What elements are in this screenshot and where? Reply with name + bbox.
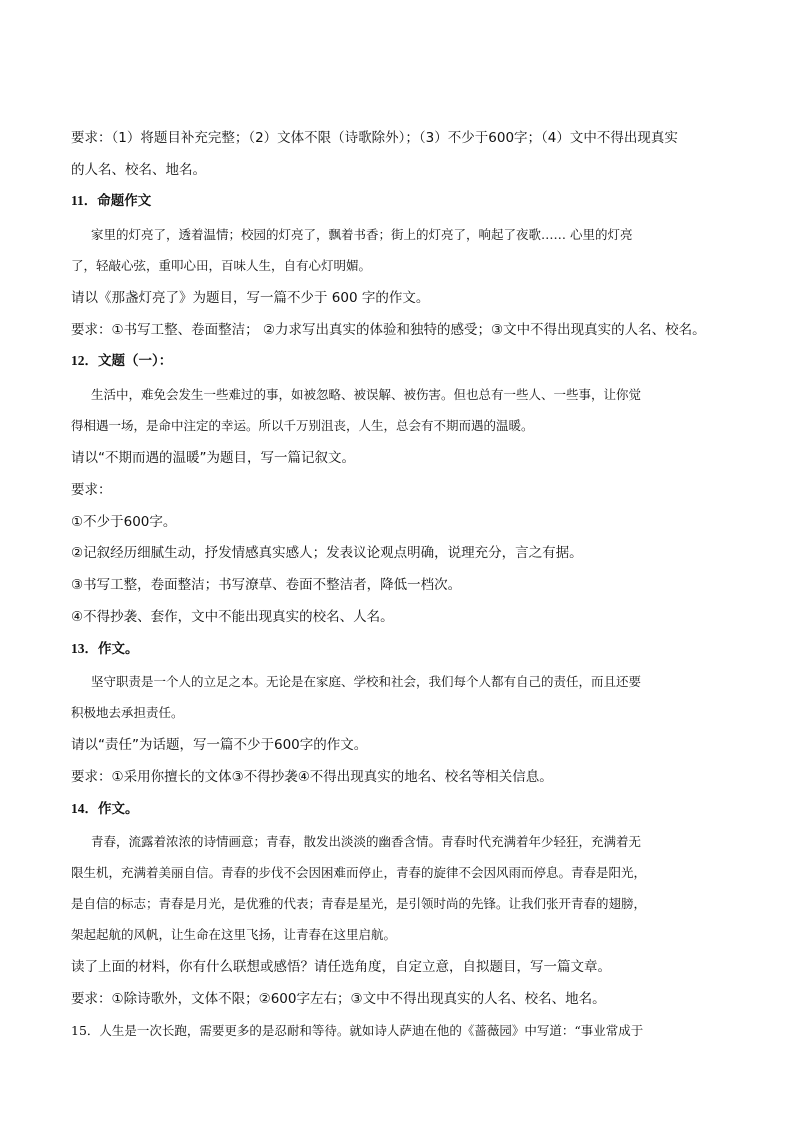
question-heading-12: 12．文题（一）： <box>71 353 173 368</box>
text-line: 请以“责任”为话题，写一篇不少于600字的作文。 <box>71 737 368 753</box>
text-line: ④不得抄袭、套作，文中不能出现真实的校名、人名。 <box>71 609 394 625</box>
text-line: 要求：①书写工整、卷面整洁； ②力求写出真实的体验和独特的感受；③文中不得出现真实的人名、校名。 <box>71 322 706 338</box>
text-line: 读了上面的材料，你有什么联想或感悟？请任选角度，自定立意，自拟题目，写一篇文章。 <box>71 959 611 975</box>
material-line: 了，轻敲心弦，重叩心田，百味人生，自有心灯明媚。 <box>71 258 372 273</box>
text-line: 要求： <box>71 482 112 498</box>
question-heading-11: 11．命题作文 <box>71 193 152 208</box>
question-heading-13: 13．作文。 <box>71 641 139 656</box>
text-line: 请以《那盏灯亮了》为题目，写一篇不少于 600 字的作文。 <box>71 290 430 306</box>
material-line: 家里的灯亮了，透着温情；校园的灯亮了，飘着书香；街上的灯亮了，响起了夜歌…… 心里的灯亮 <box>91 227 633 242</box>
text-line: 要求：①除诗歌外，文体不限；②600字左右；③文中不得出现真实的人名、校名、地名。 <box>71 991 606 1007</box>
material-line: 限生机，充满着美丽自信。青春的步伐不会因困难而停止，青春的旋律不会因风雨而停息。青春是阳光， <box>71 865 647 880</box>
material-line: 坚守职责是一个人的立足之本。无论是在家庭、学校和社会，我们每个人都有自己的责任，而且还要 <box>91 674 642 689</box>
question-heading-14: 14．作文。 <box>71 801 139 816</box>
text-line: 要求：（1）将题目补充完整；（2）文体不限（诗歌除外）；（3）不少于600字；（4）文中不得出现真实 <box>71 130 678 146</box>
material-line: 生活中，难免会发生一些难过的事，如被忽略、被误解、被伤害。但也总有一些人、一些事，让你觉 <box>91 387 642 402</box>
question-heading-15: 15．人生是一次长跑，需要更多的是忍耐和等待。就如诗人萨迪在他的《蔷薇园》中写道：“事业常成于 <box>71 1023 644 1038</box>
material-line: 积极地去承担责任。 <box>71 705 184 720</box>
material-line: 青春，流露着浓浓的诗情画意；青春，散发出淡淡的幽香含情。青春时代充满着年少轻狂，充满着无 <box>91 834 642 849</box>
material-line: 架起起航的风帆，让生命在这里飞扬，让青春在这里启航。 <box>71 927 397 942</box>
text-line: 请以“不期而遇的温暖”为题目，写一篇记叙文。 <box>71 450 355 466</box>
text-line: 要求：①采用你擅长的文体③不得抄袭④不得出现真实的地名、校名等相关信息。 <box>71 769 553 785</box>
text-line: 的人名、校名、地名。 <box>71 162 206 178</box>
text-line: ③书写工整，卷面整洁；书写潦草、卷面不整洁者，降低一档次。 <box>71 577 462 593</box>
text-line: ①不少于600字。 <box>71 514 177 530</box>
text-line: ②记叙经历细腻生动，抒发情感真实感人；发表议论观点明确，说理充分，言之有据。 <box>71 545 583 561</box>
material-line: 得相遇一场，是命中注定的幸运。所以千万别沮丧，人生，总会有不期而遇的温暖。 <box>71 418 534 433</box>
material-line: 是自信的标志；青春是月光，是优雅的代表；青春是星光，是引领时尚的先锋。让我们张开青春的翅膀， <box>71 896 647 911</box>
